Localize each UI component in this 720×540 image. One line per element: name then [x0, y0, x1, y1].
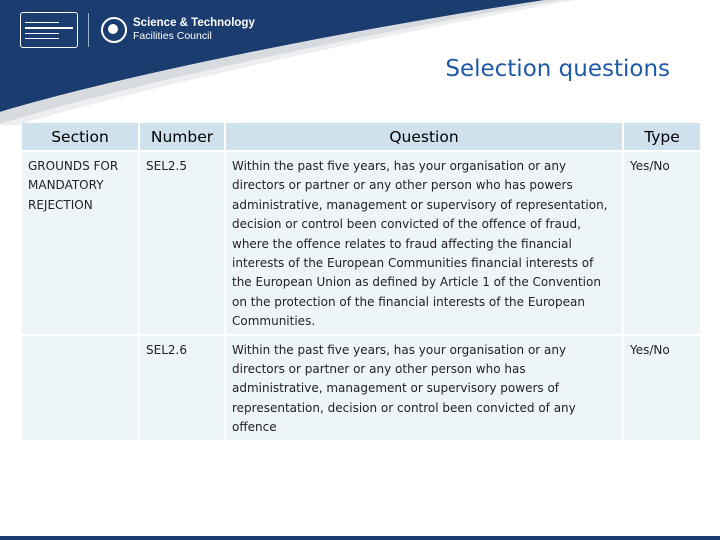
number-cell: SEL2.5 [140, 150, 224, 334]
selection-questions-table [20, 123, 702, 440]
column-header-number: Number [140, 123, 224, 150]
university-logo [20, 12, 78, 48]
header-logos [20, 10, 255, 50]
type-cell: Yes/No [624, 334, 700, 440]
column-header-question: Question [226, 123, 622, 150]
column-header-section: Section [22, 123, 138, 150]
footer-rule [0, 536, 720, 540]
section-cell: GROUNDS FOR MANDATORY REJECTION [22, 150, 138, 334]
partner-name-line2: Facilities Council [133, 30, 212, 42]
section-cell [22, 334, 138, 440]
partner-name-line1: Science & Technology [133, 17, 255, 29]
logo-divider [88, 13, 89, 47]
column-header-type: Type [624, 123, 700, 150]
stfc-logo-text [133, 17, 255, 43]
question-cell: Within the past five years, has your organisation or any directors or partner or any other person who has powers administrative, management or supervisory of representation, decision or control been convicted of the offence of fraud, where the offence relates to fraud affecting the financial interests of the European Communities financial interests of the European Union as defined by Article 1 of the Convention on the protection of the financial interests of the European Communities. [226, 150, 622, 334]
type-cell: Yes/No [624, 150, 700, 334]
table-row [22, 334, 700, 440]
table-header-row [22, 123, 700, 150]
number-cell: SEL2.6 [140, 334, 224, 440]
question-cell: Within the past five years, has your organisation or any directors or partner or any other person who has administrative, management or supervisory powers of representation, decision or control been convicted of any offence [226, 334, 622, 440]
stfc-logo-icon [101, 17, 127, 43]
table-row [22, 150, 700, 334]
page-title: Selection questions [445, 56, 670, 82]
